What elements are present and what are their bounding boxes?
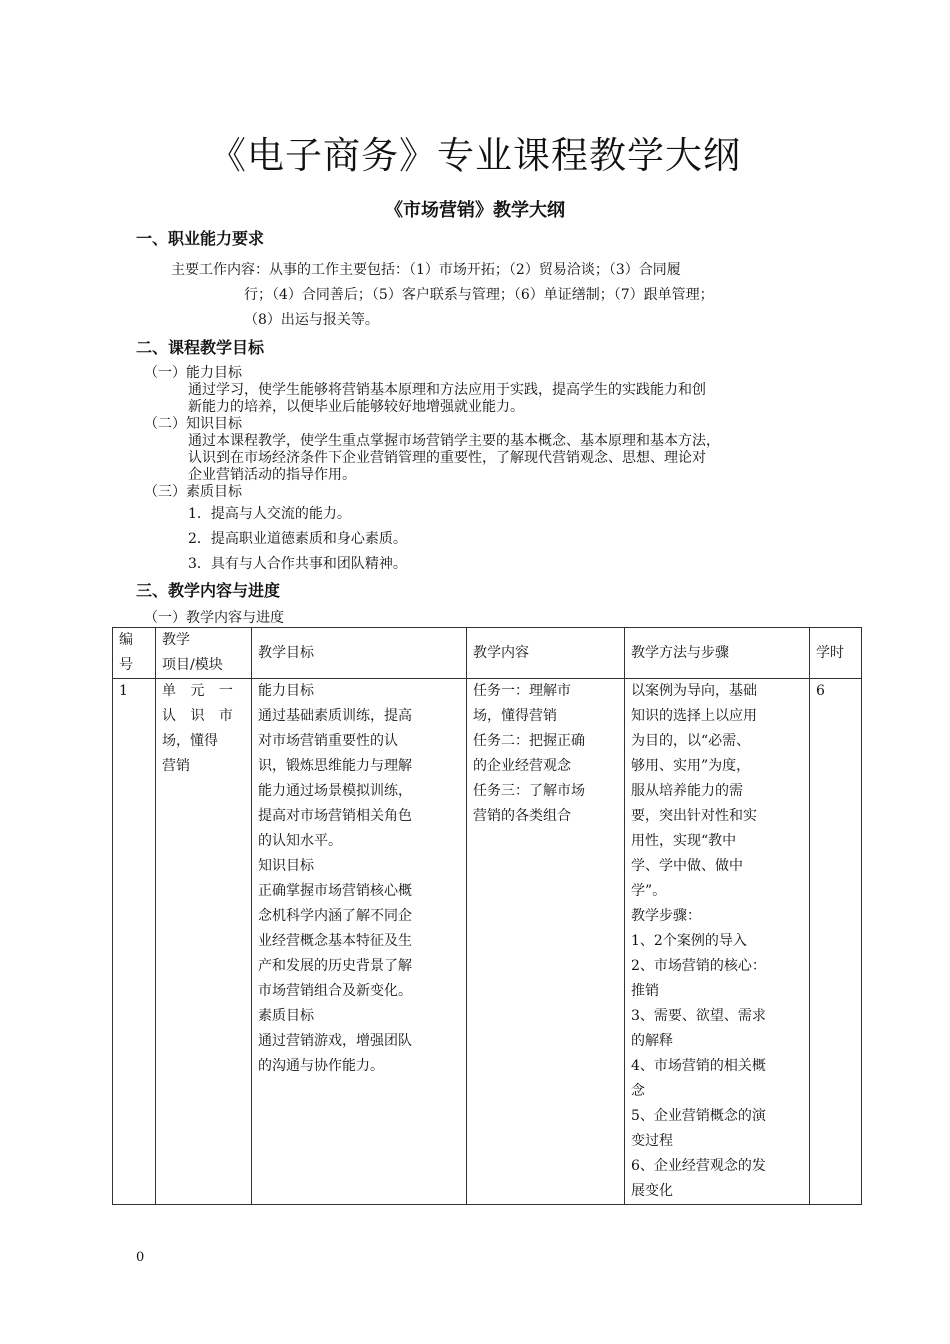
content-line: 任务三：了解市场 [473, 783, 585, 799]
section2-heading: 二、课程教学目标 [136, 338, 265, 357]
goal-line: 产和发展的历史背景了解 [258, 958, 412, 974]
ability-goal-label: （一）能力目标 [144, 365, 242, 381]
ability-goal-line2: 新能力的培养，以便毕业后能够较好地增强就业能力。 [188, 399, 524, 415]
header-item-line: 项目/模块 [162, 657, 223, 673]
header-item [156, 628, 252, 679]
method-line: 要，突出针对性和实 [631, 808, 757, 824]
document-title: 《电子商务》专业课程教学大纲 [209, 134, 741, 177]
section1-line1: 主要工作内容：从事的工作主要包括：（1）市场开拓；（2）贸易洽谈；（3）合同履 [171, 262, 681, 278]
quality-goal-label: （三）素质目标 [144, 484, 242, 500]
method-line: 服从培养能力的需 [631, 783, 743, 799]
content-line: 的企业经营观念 [473, 758, 571, 774]
cell-method [625, 679, 810, 1205]
content-line: 任务一：理解市 [473, 683, 571, 699]
method-line: 学、学中做、做中 [631, 858, 743, 874]
knowledge-goal-line3: 企业营销活动的指导作用。 [188, 467, 356, 483]
section1-heading: 一、职业能力要求 [136, 229, 265, 248]
content-line: 任务二：把握正确 [473, 733, 585, 749]
quality-goal-item: 1．提高与人交流的能力。 [188, 506, 351, 522]
goal-line: 能力通过场景模拟训练， [258, 783, 412, 799]
goal-line: 业经营概念基本特征及生 [258, 933, 412, 949]
method-line: 为目的，以“必需、 [631, 733, 751, 749]
header-number-line: 号 [119, 657, 133, 673]
content-line: 场，懂得营销 [473, 708, 557, 724]
goal-line: 的沟通与协作能力。 [258, 1058, 384, 1074]
goal-line: 对市场营销重要性的认 [258, 733, 398, 749]
cell-content [467, 679, 625, 1205]
cell-goal [252, 679, 467, 1205]
knowledge-goal-line2: 认识到在市场经济条件下企业营销管理的重要性，了解现代营销观念、思想、理论对 [188, 450, 706, 466]
goal-line: 素质目标 [258, 1008, 314, 1024]
section3-heading: 三、教学内容与进度 [136, 581, 281, 600]
goal-line: 正确掌握市场营销核心概 [258, 883, 412, 899]
goal-line: 通过营销游戏，增强团队 [258, 1033, 412, 1049]
method-line: 的解释 [631, 1033, 673, 1049]
method-line: 展变化 [631, 1183, 673, 1199]
header-item-line: 教学 [162, 632, 190, 648]
cell-item [156, 679, 252, 1205]
header-method: 教学方法与步骤 [625, 628, 810, 679]
method-line: 以案例为导向，基础 [631, 683, 757, 699]
cell-item-line: 场，懂得 [162, 733, 218, 749]
header-number [113, 628, 156, 679]
section1-line2: 行；（4）合同善后；（5）客户联系与管理；（6）单证缮制；（7）跟单管理； [244, 287, 714, 303]
table-header-row [113, 628, 862, 679]
cell-hours: 6 [810, 679, 862, 1205]
method-line: 知识的选择上以应用 [631, 708, 757, 724]
method-line: 2、市场营销的核心： [631, 958, 766, 974]
header-content: 教学内容 [467, 628, 625, 679]
cell-item-line: 营销 [162, 758, 190, 774]
header-goal: 教学目标 [252, 628, 467, 679]
teaching-content-table [112, 627, 862, 1205]
cell-item-line: 认 识 市 [162, 708, 233, 724]
ability-goal-line1: 通过学习，使学生能够将营销基本原理和方法应用于实践，提高学生的实践能力和创 [188, 382, 706, 398]
method-line: 用性，实现“教中 [631, 833, 737, 849]
goal-line: 知识目标 [258, 858, 314, 874]
method-line: 教学步骤： [631, 908, 701, 924]
goal-line: 市场营销组合及新变化。 [258, 983, 412, 999]
method-line: 5、企业营销概念的演 [631, 1108, 766, 1124]
quality-goal-item: 3．具有与人合作共事和团队精神。 [188, 556, 407, 572]
section3-subheading: （一）教学内容与进度 [144, 610, 284, 626]
goal-line: 提高对市场营销相关角色 [258, 808, 412, 824]
knowledge-goal-label: （二）知识目标 [144, 416, 242, 432]
cell-number: 1 [113, 679, 156, 1205]
table-row [113, 679, 862, 1205]
page-number: 0 [136, 1250, 145, 1265]
goal-line: 念机科学内涵了解不同企 [258, 908, 412, 924]
knowledge-goal-line1: 通过本课程教学，使学生重点掌握市场营销学主要的基本概念、基本原理和基本方法， [188, 433, 720, 449]
goal-line: 识，锻炼思维能力与理解 [258, 758, 412, 774]
cell-item-line: 单 元 一 [162, 683, 233, 699]
goal-line: 能力目标 [258, 683, 314, 699]
section1-line3: （8）出运与报关等。 [244, 312, 379, 328]
goal-line: 通过基础素质训练，提高 [258, 708, 412, 724]
method-line: 推销 [631, 983, 659, 999]
method-line: 4、市场营销的相关概 [631, 1058, 766, 1074]
header-hours: 学时 [810, 628, 862, 679]
header-number-line: 编 [119, 632, 133, 648]
method-line: 学”。 [631, 883, 667, 899]
method-line: 3、需要、欲望、需求 [631, 1008, 766, 1024]
course-title: 《市场营销》教学大纲 [385, 200, 565, 221]
method-line: 够用、实用”为度， [631, 758, 751, 774]
content-line: 营销的各类组合 [473, 808, 571, 824]
method-line: 6、企业经营观念的发 [631, 1158, 766, 1174]
quality-goal-item: 2．提高职业道德素质和身心素质。 [188, 531, 407, 547]
method-line: 1、2个案例的导入 [631, 933, 747, 949]
goal-line: 的认知水平。 [258, 833, 342, 849]
method-line: 变过程 [631, 1133, 673, 1149]
method-line: 念 [631, 1083, 645, 1099]
